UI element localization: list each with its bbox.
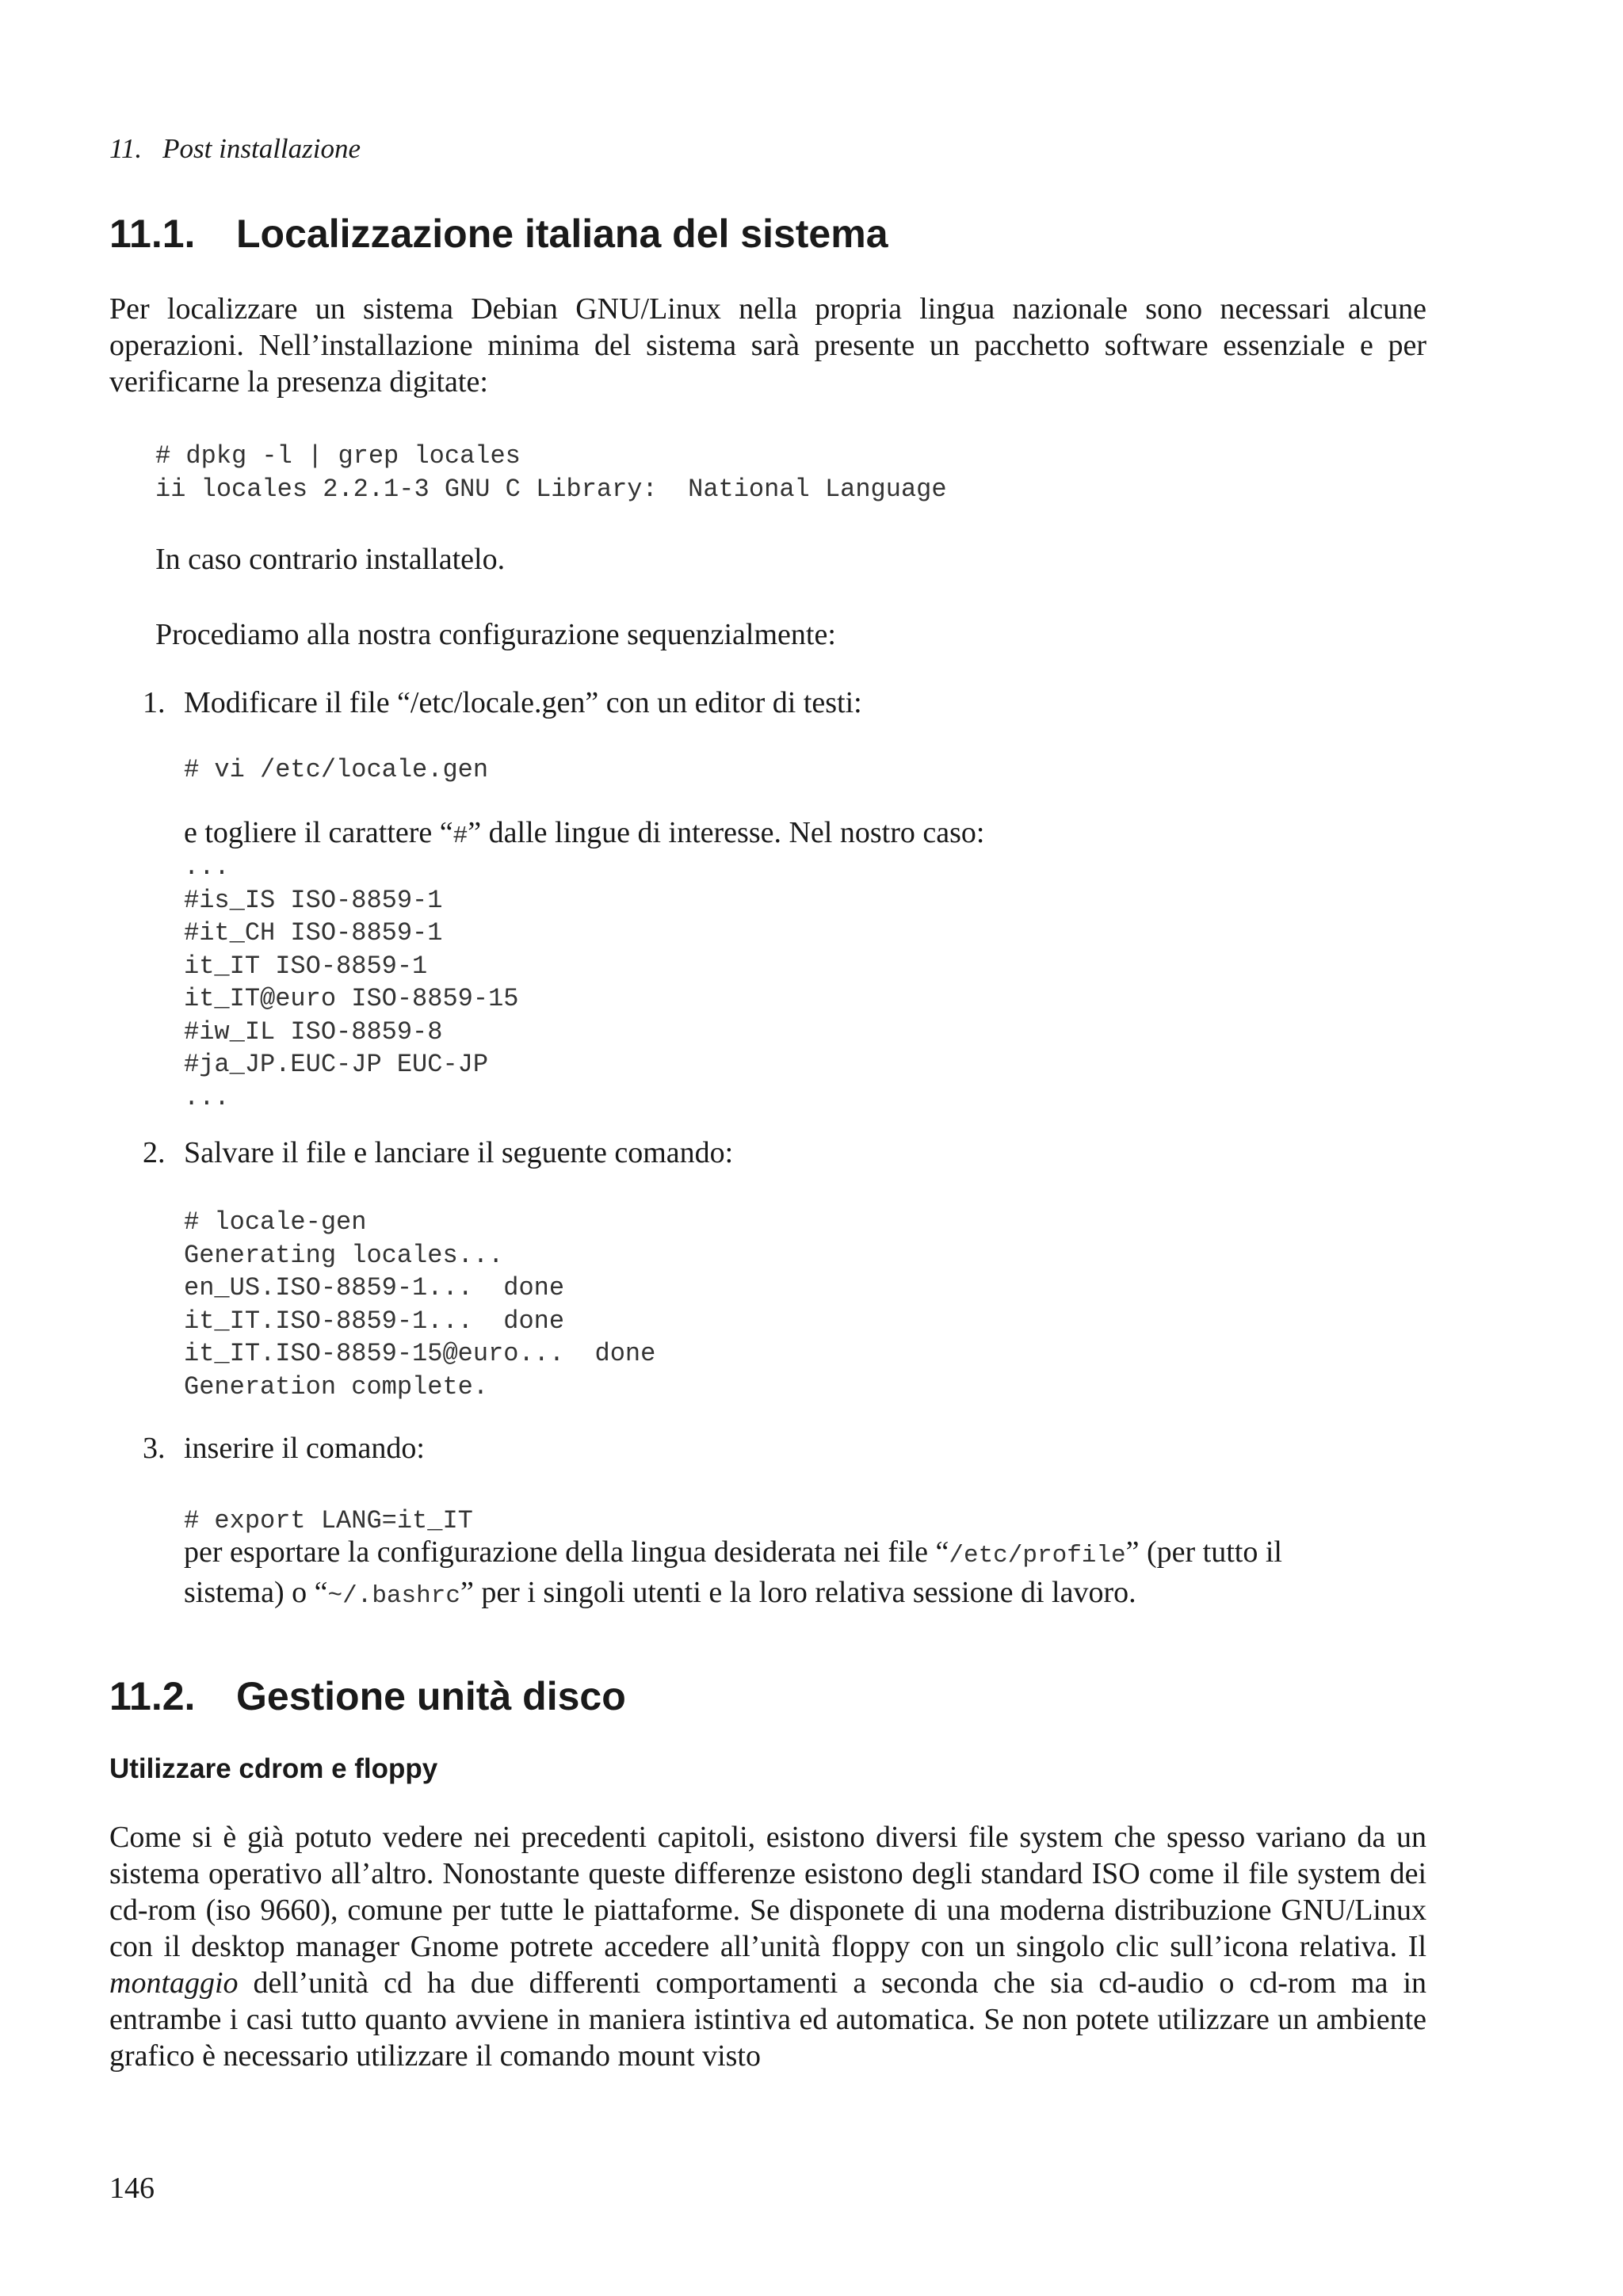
code-block-locale-list <box>184 851 1501 1114</box>
filesystems-text-start: Come si è già potuto vedere nei precedenti capitoli, esistono diversi file system che spesso variano da un sistema operativo all’altro. Nonostante queste differenze esistono degli standard ISO come il file system dei cd-rom (iso 9660), comune per tutte le piattaforme. Se disponete di una moderna distribuzione GNU/Linux con il desktop manager Gnome potrete accedere all’unità floppy con un singolo clic sull’icona relativa. Il <box>109 1821 1426 1963</box>
section-title: Gestione unità disco <box>236 1674 626 1718</box>
code-block-dpkg <box>155 440 1472 505</box>
hash-char: # <box>453 822 468 850</box>
running-head <box>109 133 361 165</box>
step-3-after-text <box>184 1534 1426 1615</box>
filesystems-text <box>109 1819 1426 2074</box>
paragraph-contrario <box>155 541 1472 578</box>
code-block-export <box>184 1505 1501 1538</box>
step-1-after-suffix: ” dalle lingue di interesse. Nel nostro caso: <box>468 816 985 849</box>
step-2-number: 2. <box>143 1136 166 1169</box>
intro-text: Per localizzare un sistema Debian GNU/Linux nella propria lingua nazionale sono necessari alcune operazioni. Nell’installazione minima del sistema sarà presente un pacchetto software essenziale e per verificarne la presenza digitate: <box>109 292 1426 399</box>
text-procediamo: Procediamo alla nostra configurazione sequenzialmente: <box>155 618 836 651</box>
text-contrario: In caso contrario installatelo. <box>155 543 506 576</box>
section-heading-11-2 <box>109 1673 626 1719</box>
running-head-title: Post installazione <box>162 133 361 164</box>
section-heading-11-1 <box>109 211 888 257</box>
section-number: 11.1. <box>109 212 196 256</box>
step-3-text: inserire il comando: <box>184 1432 425 1465</box>
paragraph-filesystems <box>109 1819 1426 2074</box>
step-1-after-text <box>184 814 984 855</box>
step-2-text: Salvare il file e lanciare il seguente comando: <box>184 1136 734 1169</box>
step-3-after-line-1 <box>184 1534 1426 1574</box>
running-head-number: 11. <box>109 133 143 164</box>
code-locale-list: ... #is_IS ISO-8859-1 #it_CH ISO-8859-1 it_IT ISO-8859-1 it_IT@euro ISO-8859-15 #iw_IL ISO-8859-8 #ja_JP.EUC-JP EUC-JP ... <box>184 852 519 1112</box>
section-title: Localizzazione italiana del sistema <box>236 212 888 256</box>
path-etc-profile: /etc/profile <box>949 1542 1126 1569</box>
subheading-cdrom-floppy: Utilizzare cdrom e floppy <box>109 1753 438 1784</box>
page-number: 146 <box>109 2172 155 2205</box>
step-3-after-a: per esportare la configurazione della lingua desiderata nei file “ <box>184 1535 949 1569</box>
code-dpkg: # dpkg -l | grep locales ii locales 2.2.1-3 GNU C Library: National Language <box>155 441 947 504</box>
intro-paragraph <box>109 291 1426 400</box>
step-1-number: 1. <box>143 686 166 719</box>
step-3-after-d: ” per i singoli utenti e la loro relativa sessione di lavoro. <box>460 1576 1136 1609</box>
step-1-text: Modificare il file “/etc/locale.gen” con un editor di testi: <box>184 686 862 719</box>
code-vi: # vi /etc/locale.gen <box>184 755 489 784</box>
emphasis-montaggio: montaggio <box>109 1966 239 2000</box>
code-export: # export LANG=it_IT <box>184 1506 473 1535</box>
step-1-after-prefix: e togliere il carattere “ <box>184 816 453 849</box>
paragraph-procediamo <box>155 616 1472 653</box>
filesystems-text-end: dell’unità cd ha due differenti comportamenti a seconda che sia cd-audio o cd-rom ma in entrambe i casi tutto quanto avviene in maniera istintiva ed automatica. Se non potete utilizzare un ambiente grafico è necessario utilizzare il comando mount visto <box>109 1966 1426 2073</box>
path-bashrc: ~/.bashrc <box>327 1582 460 1610</box>
code-locale-gen: # locale-gen Generating locales... en_US.ISO-8859-1... done it_IT.ISO-8859-1... done it_IT.ISO-8859-15@euro... done Generation complete. <box>184 1207 656 1402</box>
step-3-number: 3. <box>143 1432 166 1465</box>
code-block-vi <box>184 753 1501 787</box>
step-3-after-c: sistema) o “ <box>184 1576 328 1609</box>
step-3-after-b: ” (per tutto il <box>1125 1535 1282 1569</box>
code-block-locale-gen <box>184 1206 1501 1403</box>
section-number: 11.2. <box>109 1674 196 1718</box>
step-3-after-line-2 <box>184 1574 1426 1615</box>
